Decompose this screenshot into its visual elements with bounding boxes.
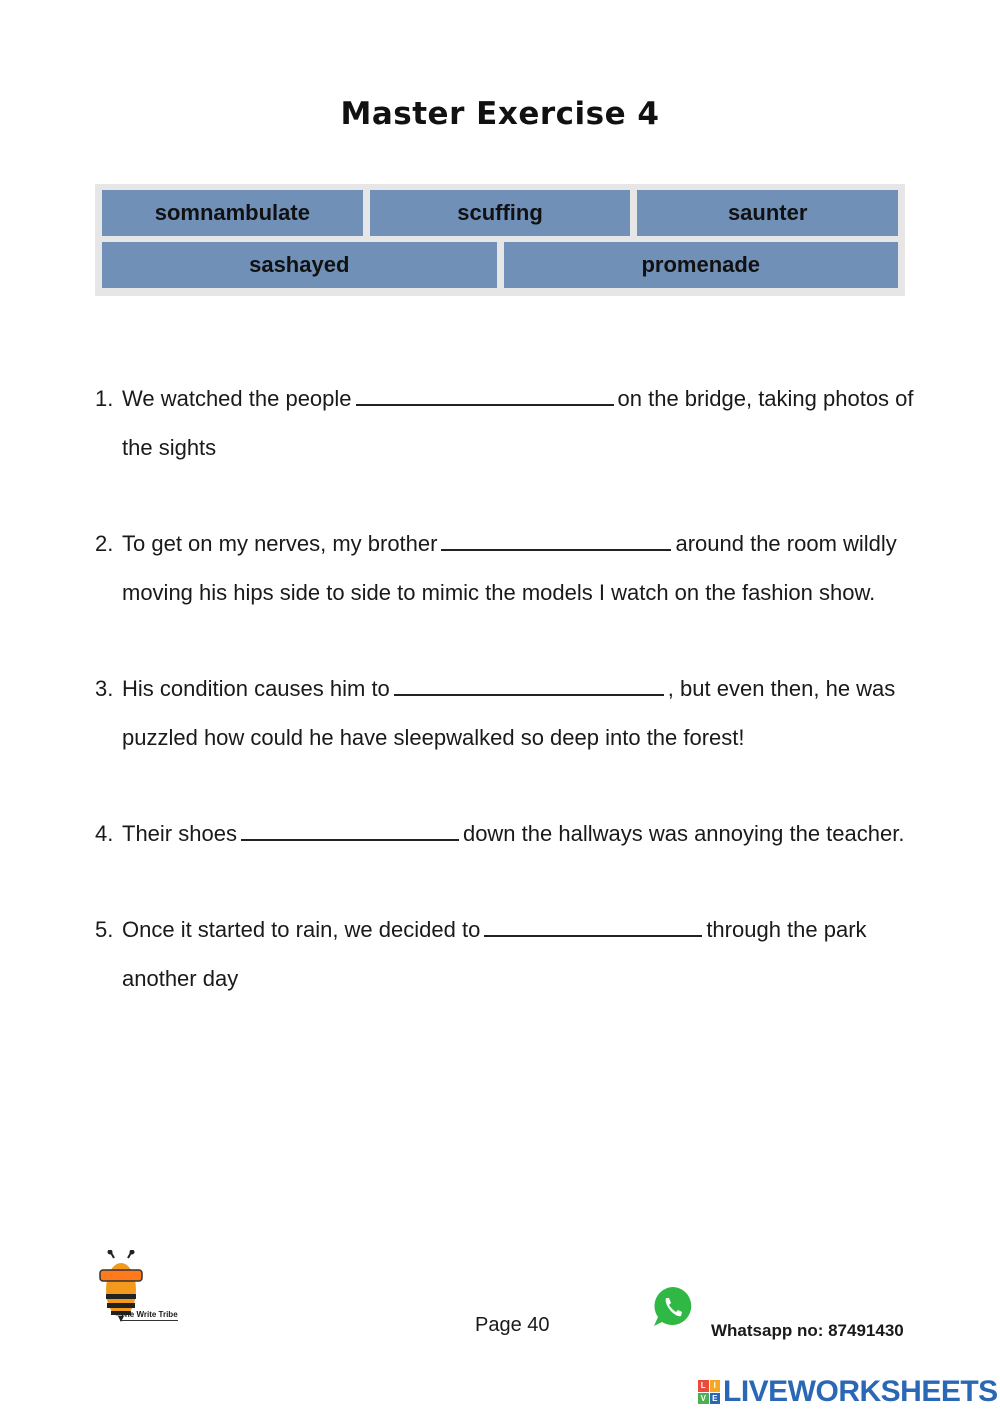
answer-blank-1[interactable] [356, 384, 614, 406]
question-text-after: down the hallways was annoying the teacher. [462, 821, 905, 846]
question-number: 1. [95, 386, 114, 411]
answer-blank-4[interactable] [241, 819, 459, 841]
word-bank-item[interactable]: somnambulate [102, 190, 363, 236]
page-number: Page 40 [475, 1314, 550, 1336]
word-bank-item[interactable]: saunter [637, 190, 898, 236]
question-text-after: on the bridge, taking photos of the sights [122, 386, 914, 460]
question-text-before: Their shoes [122, 821, 237, 846]
question-text-after: through the park another day [122, 917, 867, 991]
question-text-before: To get on my nerves, my brother [122, 531, 438, 556]
badge-letter: V [698, 1393, 709, 1405]
question-item [95, 374, 915, 472]
logo-text: The Write Tribe [120, 1310, 178, 1319]
badge-letter: I [710, 1380, 721, 1392]
question-item [95, 809, 915, 858]
question-item [95, 664, 915, 762]
page-title: Master Exercise 4 [340, 96, 660, 132]
question-list [95, 374, 915, 1003]
question-text-after: around the room wildly moving his hips side to side to mimic the models I watch on the fashion show. [122, 531, 897, 605]
question-item [95, 519, 915, 617]
word-bank-item[interactable]: promenade [504, 242, 899, 288]
word-bank-item[interactable]: sashayed [102, 242, 497, 288]
liveworksheets-text: LIVEWORKSHEETS [723, 1375, 998, 1408]
question-text-before: Once it started to rain, we decided to [122, 917, 481, 942]
question-text-before: We watched the people [122, 386, 352, 411]
answer-blank-2[interactable] [441, 529, 671, 551]
bee-mascot-icon [98, 1250, 208, 1330]
question-number: 2. [95, 531, 114, 556]
question-item [95, 905, 915, 1003]
badge-letter: L [698, 1380, 709, 1392]
word-bank-item[interactable]: scuffing [370, 190, 631, 236]
answer-blank-3[interactable] [394, 674, 664, 696]
word-bank-row [102, 242, 898, 288]
question-number: 3. [95, 676, 114, 701]
question-text-before: His condition causes him to [122, 676, 390, 701]
question-text-after: , but even then, he was puzzled how could he have sleepwalked so deep into the forest! [122, 676, 896, 750]
answer-blank-5[interactable] [484, 915, 702, 937]
badge-letter: E [710, 1393, 721, 1405]
question-number: 5. [95, 917, 114, 942]
word-bank [95, 184, 905, 296]
word-bank-row [102, 190, 898, 236]
liveworksheets-logo [698, 1374, 998, 1410]
whatsapp-number: Whatsapp no: 87491430 [711, 1321, 904, 1340]
question-number: 4. [95, 821, 114, 846]
liveworksheets-badge-icon [698, 1380, 720, 1404]
whatsapp-icon [650, 1284, 696, 1330]
